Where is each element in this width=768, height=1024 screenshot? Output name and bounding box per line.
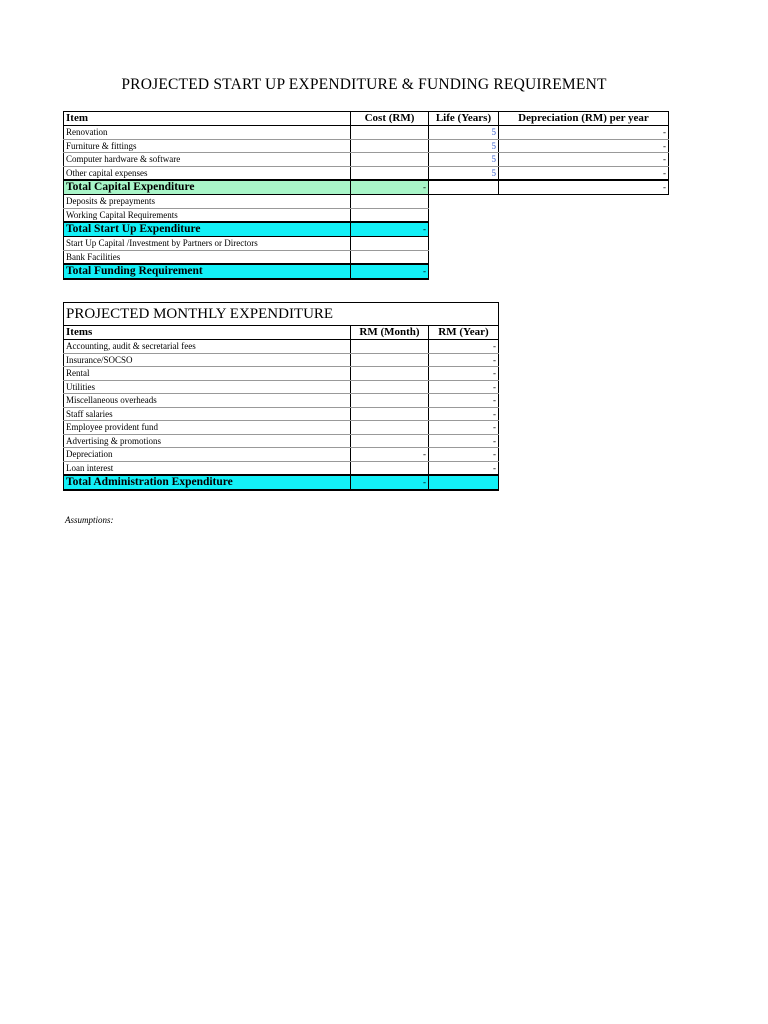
item-cell[interactable]: Computer hardware & software <box>64 153 351 167</box>
empty-cell <box>499 195 669 209</box>
header-depreciation: Depreciation (RM) per year <box>499 112 669 126</box>
total-capital-life[interactable] <box>429 180 499 195</box>
table-row <box>64 421 499 435</box>
year-cell[interactable]: - <box>429 448 499 462</box>
table-row <box>64 434 499 448</box>
monthly-expenditure-table <box>63 302 499 491</box>
month-cell[interactable] <box>351 340 429 354</box>
page-title: PROJECTED START UP EXPENDITURE & FUNDING REQUIREMENT <box>121 76 607 93</box>
total-capital-depreciation[interactable]: - <box>499 180 669 195</box>
monthly-title-row <box>64 303 499 326</box>
total-administration-month[interactable]: - <box>351 475 429 490</box>
table-row <box>64 208 669 222</box>
total-administration-row <box>64 475 499 490</box>
table-row <box>64 250 669 264</box>
total-capital-row <box>64 180 669 195</box>
header-rm-month: RM (Month) <box>351 326 429 340</box>
cost-cell[interactable] <box>351 208 429 222</box>
total-startup-label: Total Start Up Expenditure <box>64 222 351 237</box>
total-administration-year[interactable] <box>429 475 499 490</box>
empty-cell <box>499 250 669 264</box>
month-cell[interactable] <box>351 421 429 435</box>
table-row <box>64 195 669 209</box>
item-cell[interactable]: Bank Facilities <box>64 250 351 264</box>
year-cell[interactable]: - <box>429 434 499 448</box>
empty-cell <box>429 250 499 264</box>
life-cell[interactable]: 5 <box>429 166 499 180</box>
table-row <box>64 461 499 475</box>
total-startup-cost[interactable]: - <box>351 222 429 237</box>
cost-cell[interactable] <box>351 153 429 167</box>
month-cell[interactable] <box>351 394 429 408</box>
year-cell[interactable]: - <box>429 421 499 435</box>
year-cell[interactable]: - <box>429 394 499 408</box>
table-row <box>64 237 669 251</box>
item-cell[interactable]: Rental <box>64 367 351 381</box>
startup-expenditure-table <box>63 111 669 280</box>
item-cell[interactable]: Start Up Capital /Investment by Partners or Directors <box>64 237 351 251</box>
cost-cell[interactable] <box>351 139 429 153</box>
depreciation-cell[interactable]: - <box>499 153 669 167</box>
cost-cell[interactable] <box>351 237 429 251</box>
total-funding-row <box>64 264 669 279</box>
empty-cell <box>429 264 499 279</box>
depreciation-cell[interactable]: - <box>499 166 669 180</box>
total-startup-row <box>64 222 669 237</box>
empty-cell <box>429 222 499 237</box>
table-row <box>64 153 669 167</box>
header-items: Items <box>64 326 351 340</box>
monthly-title: PROJECTED MONTHLY EXPENDITURE <box>64 303 499 326</box>
year-cell[interactable]: - <box>429 461 499 475</box>
month-cell[interactable] <box>351 434 429 448</box>
year-cell[interactable]: - <box>429 340 499 354</box>
startup-header-row <box>64 112 669 126</box>
item-cell[interactable]: Furniture & fittings <box>64 139 351 153</box>
cost-cell[interactable] <box>351 126 429 140</box>
month-cell[interactable] <box>351 407 429 421</box>
table-row <box>64 353 499 367</box>
empty-cell <box>429 195 499 209</box>
cost-cell[interactable] <box>351 166 429 180</box>
monthly-header-row <box>64 326 499 340</box>
year-cell[interactable]: - <box>429 380 499 394</box>
life-cell[interactable]: 5 <box>429 153 499 167</box>
empty-cell <box>499 264 669 279</box>
life-cell[interactable]: 5 <box>429 126 499 140</box>
month-cell[interactable] <box>351 461 429 475</box>
item-cell[interactable]: Loan interest <box>64 461 351 475</box>
total-funding-cost[interactable]: - <box>351 264 429 279</box>
month-cell[interactable]: - <box>351 448 429 462</box>
empty-cell <box>429 237 499 251</box>
item-cell[interactable]: Accounting, audit & secretarial fees <box>64 340 351 354</box>
table-row <box>64 340 499 354</box>
table-row <box>64 367 499 381</box>
item-cell[interactable]: Renovation <box>64 126 351 140</box>
cost-cell[interactable] <box>351 250 429 264</box>
total-funding-label: Total Funding Requirement <box>64 264 351 279</box>
cost-cell[interactable] <box>351 195 429 209</box>
table-row <box>64 139 669 153</box>
assumptions-label: Assumptions: <box>65 515 114 525</box>
header-rm-year: RM (Year) <box>429 326 499 340</box>
table-row <box>64 380 499 394</box>
item-cell[interactable]: Staff salaries <box>64 407 351 421</box>
total-capital-cost[interactable]: - <box>351 180 429 195</box>
header-item: Item <box>64 112 351 126</box>
life-cell[interactable]: 5 <box>429 139 499 153</box>
month-cell[interactable] <box>351 367 429 381</box>
item-cell[interactable]: Other capital expenses <box>64 166 351 180</box>
item-cell[interactable]: Insurance/SOCSO <box>64 353 351 367</box>
item-cell[interactable]: Working Capital Requirements <box>64 208 351 222</box>
item-cell[interactable]: Depreciation <box>64 448 351 462</box>
depreciation-cell[interactable]: - <box>499 126 669 140</box>
year-cell[interactable]: - <box>429 407 499 421</box>
item-cell[interactable]: Employee provident fund <box>64 421 351 435</box>
total-capital-label: Total Capital Expenditure <box>64 180 351 195</box>
month-cell[interactable] <box>351 353 429 367</box>
total-administration-label: Total Administration Expenditure <box>64 475 351 490</box>
depreciation-cell[interactable]: - <box>499 139 669 153</box>
table-row <box>64 394 499 408</box>
header-life: Life (Years) <box>429 112 499 126</box>
table-row <box>64 126 669 140</box>
item-cell[interactable]: Deposits & prepayments <box>64 195 351 209</box>
year-cell[interactable]: - <box>429 367 499 381</box>
header-cost: Cost (RM) <box>351 112 429 126</box>
empty-cell <box>499 222 669 237</box>
empty-cell <box>499 208 669 222</box>
table-row <box>64 448 499 462</box>
table-row <box>64 407 499 421</box>
item-cell[interactable]: Miscellaneous overheads <box>64 394 351 408</box>
table-row <box>64 166 669 180</box>
year-cell[interactable]: - <box>429 353 499 367</box>
empty-cell <box>429 208 499 222</box>
month-cell[interactable] <box>351 380 429 394</box>
item-cell[interactable]: Utilities <box>64 380 351 394</box>
item-cell[interactable]: Advertising & promotions <box>64 434 351 448</box>
empty-cell <box>499 237 669 251</box>
